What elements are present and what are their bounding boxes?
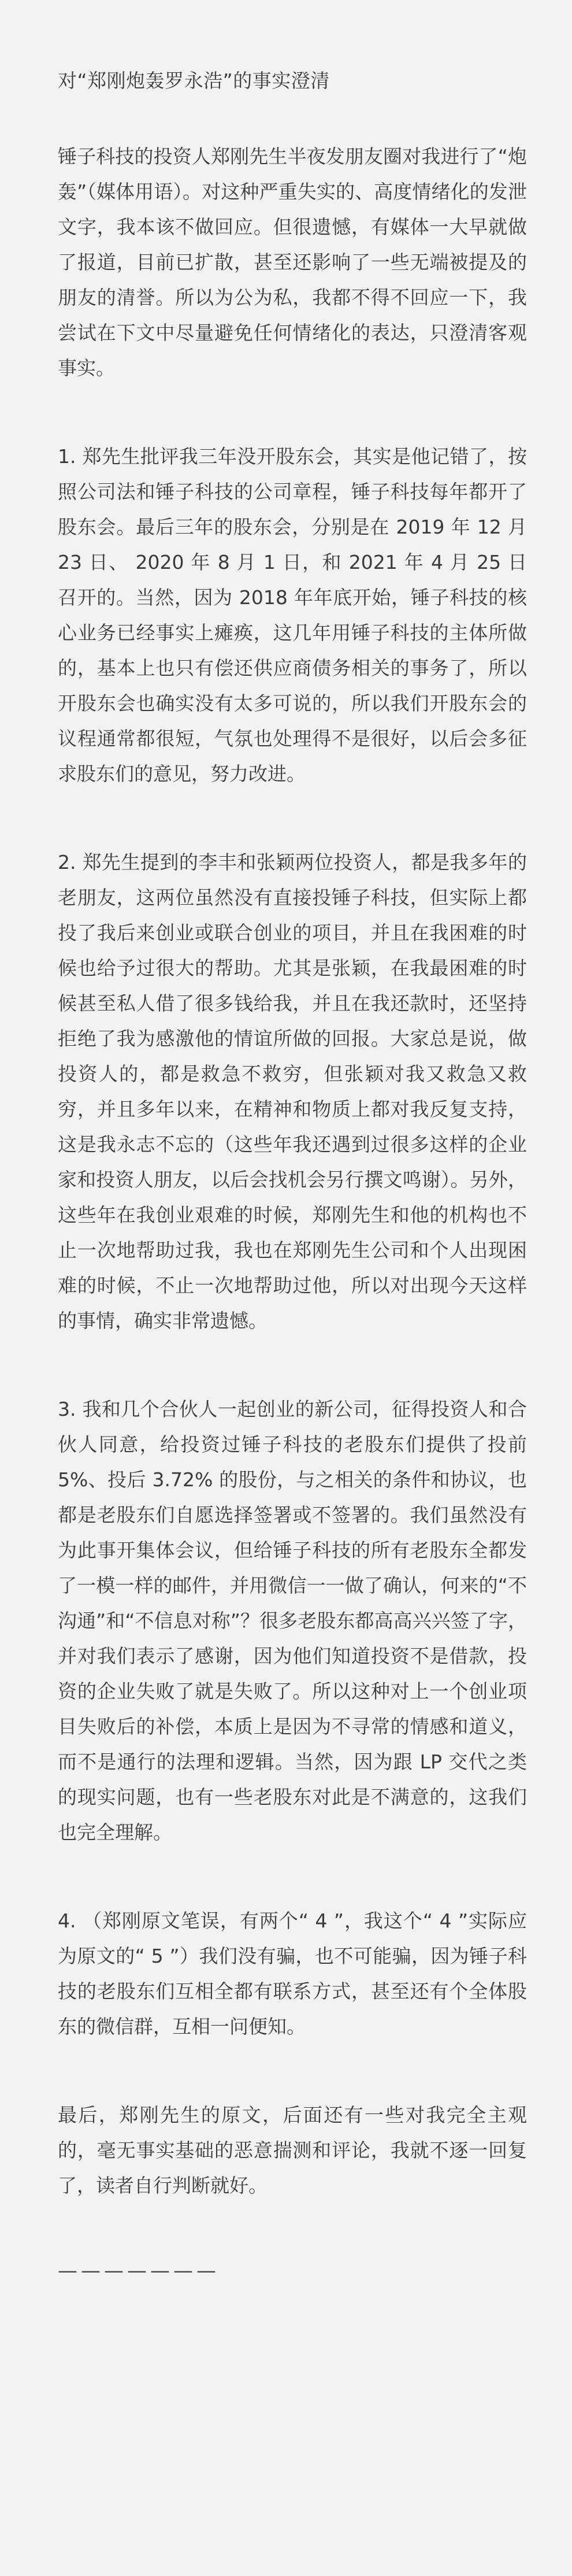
point-2-paragraph: 2. 郑先生提到的李丰和张颖两位投资人，都是我多年的老朋友，这两位虽然没有直接投锤子科技，但实际上都投了我后来创业或联合创业的项目，并且在我困难的时候也给予过很大的帮助。尤其是张颖，在我最困难的时候甚至私人借了很多钱给我，并且在我还款时，还坚持拒绝了我为感激他的情谊所做的回报。大家总是说，做投资人的，都是救急不救穷，但张颖对我又救急又救穷，并且多年以来，在精神和物质上都对我反复支持，这是我永志不忘的（这些年我还遇到过很多这样的企业家和投资人朋友，以后会找机会另行撰文鸣谢）。另外，这些年在我创业艰难的时候，郑刚先生和他的机构也不止一次地帮助过我，我也在郑刚先生公司和个人出现困难的时候，不止一次地帮助过他，所以对出现今天这样的事情，确实非常遗憾。 — [58, 851, 527, 1332]
point-1-paragraph: 1. 郑先生批评我三年没开股东会，其实是他记错了，按照公司法和锤子科技的公司章程，锤子科技每年都开了股东会。最后三年的股东会，分别是在 2019 年 12 月 23 日、 2020 年 8 月 1 日，和 2021 年 4 月 25 日召开的。当然，因为 2018 年年底开始，锤子科技的核心业务已经事实上瘫痪，这几年用锤子科技的主体所做的，基本上也只有偿还供应商债务相关的事务了，所以开股东会也确实没有太多可说的，所以我们开股东会的议程通常都很短，气氛也处理得不是很好，以后会多征求股东们的意见，努力改进。 — [58, 445, 527, 785]
point-4-paragraph: 4. （郑刚原文笔误，有两个“ 4 ”，我这个“ 4 ”实际应为原文的“ 5 ”）我们没有骗，也不可能骗，因为锤子科技的老股东们互相全都有联系方式，甚至还有个全体股东的微信群，互相一问便知。 — [58, 1909, 527, 2038]
closing-paragraph: 最后，郑刚先生的原文，后面还有一些对我完全主观的，毫无事实基础的恶意揣测和评论，我就不逐一回复了，读者自行判断就好。 — [58, 2104, 527, 2197]
intro-paragraph: 锤子科技的投资人郑刚先生半夜发朋友圈对我进行了“炮轰”（媒体用语）。对这种严重失实的、高度情绪化的发泄文字，我本该不做回应。但很遗憾，有媒体一大早就做了报道，目前已扩散，甚至还影响了一些无端被提及的朋友的清誉。所以为公为私，我都不得不回应一下，我尝试在下文中尽量避免任何情绪化的表达，只澄清客观事实。 — [58, 145, 527, 379]
divider-dashes: ——————— — [58, 2259, 220, 2282]
point-3-paragraph: 3. 我和几个合伙人一起创业的新公司，征得投资人和合伙人同意，给投资过锤子科技的老股东们提供了投前 5%、投后 3.72% 的股份，与之相关的条件和协议，也都是老股东们自愿选择签署或不签署的。我们虽然没有为此事开集体会议，但给锤子科技的所有老股东全都发了一模一样的邮件，并用微信一一做了确认，何来的“不沟通”和“不信息对称”？很多老股东都高高兴兴签了字，并对我们表示了感谢，因为他们知道投资不是借款，投资的企业失败了就是失败了。所以这种对上一个创业项目失败后的补偿，本质上是因为不寻常的情感和道义，而不是通行的法理和逻辑。当然，因为跟 LP 交代之类的现实问题，也有一些老股东对此是不满意的，这我们也完全理解。 — [58, 1398, 527, 1844]
article-title: 对“郑刚炮轰罗永浩”的事实澄清 — [58, 69, 330, 92]
